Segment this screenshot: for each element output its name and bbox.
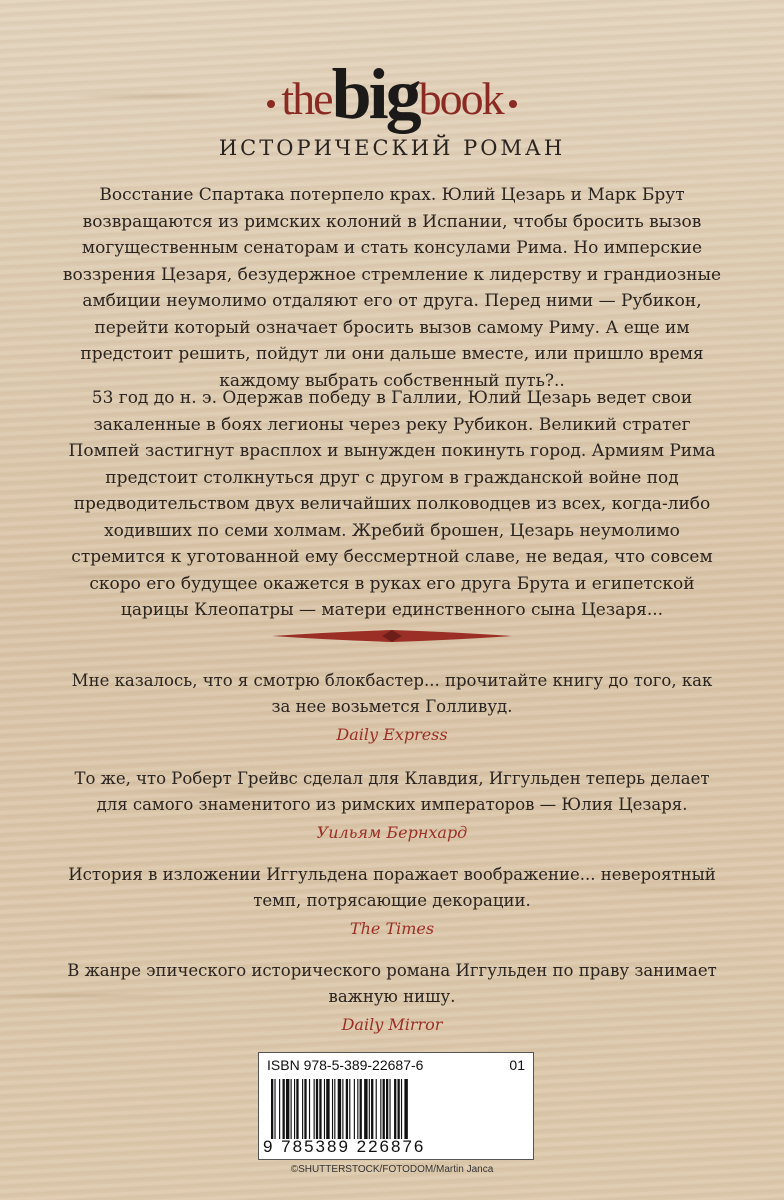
review-quote-3 [60, 862, 724, 942]
review-quote-4 [60, 958, 724, 1038]
review-source: Уильям Бернхард [316, 823, 468, 842]
barcode-bar [324, 1079, 325, 1139]
logo-the: the [281, 73, 332, 124]
isbn-addon: 01 [509, 1057, 525, 1073]
description-paragraph-2 [60, 385, 724, 624]
barcode-bar [371, 1079, 373, 1139]
barcode-bar [274, 1079, 275, 1139]
barcode-bar [349, 1079, 350, 1139]
description-paragraph-1 [60, 182, 724, 394]
barcode-bar [401, 1079, 402, 1139]
review-source: Daily Express [336, 725, 448, 744]
barcode-bar [319, 1079, 321, 1139]
barcode-bar [398, 1079, 400, 1139]
review-source: Daily Mirror [341, 1015, 443, 1034]
barcode-bar [380, 1079, 381, 1139]
review-quote-1 [60, 668, 724, 748]
barcode-bar [338, 1079, 341, 1139]
barcode-bar [291, 1079, 292, 1139]
barcode-bar [296, 1079, 298, 1139]
logo-dot-right [509, 100, 517, 108]
barcode-bar [286, 1079, 289, 1139]
publisher-logo [0, 54, 784, 134]
review-text: Мне казалось, что я смотрю блокбастер... прочитайте книгу до того, как за нее возьмется Голливуд. [71, 671, 713, 716]
barcode-bar [354, 1079, 355, 1139]
review-source: The Times [349, 919, 435, 938]
barcode-bar [334, 1079, 335, 1139]
description-text-1: Восстание Спартака потерпело крах. Юлий Цезарь и Марк Брут возвращаются из римских колоний в Испании, чтобы бросить вызов могущественным сенаторам и стать консулами Рима. Но имперские воззрения Цезаря, безудержное стремление к лидерству и грандиозные амбиции неумолимо отдаляют его от друга. Перед ними — Рубикон, перейти который означает бросить вызов самому Риму. А еще им предстоит решить, пойдут ли они дальше вместе, или пришло время каждому выбрать собственный путь?.. [62, 185, 722, 391]
barcode-bar [364, 1079, 367, 1139]
barcode-bar [326, 1079, 329, 1139]
logo-big: big [331, 54, 419, 134]
barcode-bar [342, 1079, 343, 1139]
barcode-bar [383, 1079, 385, 1139]
barcode-bar [314, 1079, 315, 1139]
barcode-bar [360, 1079, 362, 1139]
isbn-number: ISBN 978-5-389-22687-6 [267, 1057, 424, 1073]
logo-book: book [418, 73, 503, 124]
barcode-bar [357, 1079, 358, 1139]
barcode-bar [283, 1079, 285, 1139]
barcode-bar [369, 1079, 370, 1139]
review-text: То же, что Роберт Грейвс сделал для Клавдия, Иггульден теперь делает для самого знаменитого из римских императоров — Юлия Цезаря. [74, 769, 710, 814]
description-text-2: 53 год до н. э. Одержав победу в Галлии, Юлий Цезарь ведет свои закаленные в боях легионы через реку Рубикон. Великий стратег Помпей застигнут врасплох и вынужден покинуть город. Армиям Рима предстоит столкнуться друг с другом в гражданской войне под предводительством двух величайших полководцев из всех, когда-либо ходивших по семи холмам. Жребий брошен, Цезарь неумолимо стремится к уготованной ему бессмертной славе, не ведая, что совсем скоро его будущее окажется в руках его друга Брута и египетской царицы Клеопатры — матери единственного сына Цезаря... [68, 388, 716, 620]
barcode-bar [389, 1079, 390, 1139]
barcode-bar [294, 1079, 295, 1139]
isbn-line [267, 1057, 525, 1073]
photo-credit: ©SHUTTERSTOCK/FOTODOM/Martin Janca [290, 1164, 494, 1175]
review-quote-2 [60, 766, 724, 846]
barcode-bar [302, 1079, 303, 1139]
barcode-bar [304, 1079, 306, 1139]
barcode-bar [394, 1079, 396, 1139]
barcode-bar [386, 1079, 388, 1139]
barcode-bar [346, 1079, 348, 1139]
review-text: В жанре эпического исторического романа Иггульден по праву занимает важную нишу. [67, 961, 717, 1006]
barcode-digits: 9 785389 226876 [263, 1137, 426, 1156]
genre-subtitle: ИСТОРИЧЕСКИЙ РОМАН [218, 136, 566, 160]
ornament-divider [270, 628, 514, 644]
logo-dot-left [267, 100, 275, 108]
barcode-bar [271, 1079, 273, 1139]
barcode-bar [332, 1079, 333, 1139]
review-text: История в изложении Иггульдена поражает воображение... невероятный темп, потрясающие декорации. [68, 865, 716, 910]
barcode-bars [271, 1079, 521, 1139]
barcode-bar [316, 1079, 318, 1139]
barcode-bar [376, 1079, 377, 1139]
isbn-barcode [258, 1052, 534, 1160]
barcode-bar [404, 1079, 407, 1139]
barcode-bar [279, 1079, 280, 1139]
barcode-bar [309, 1079, 310, 1139]
